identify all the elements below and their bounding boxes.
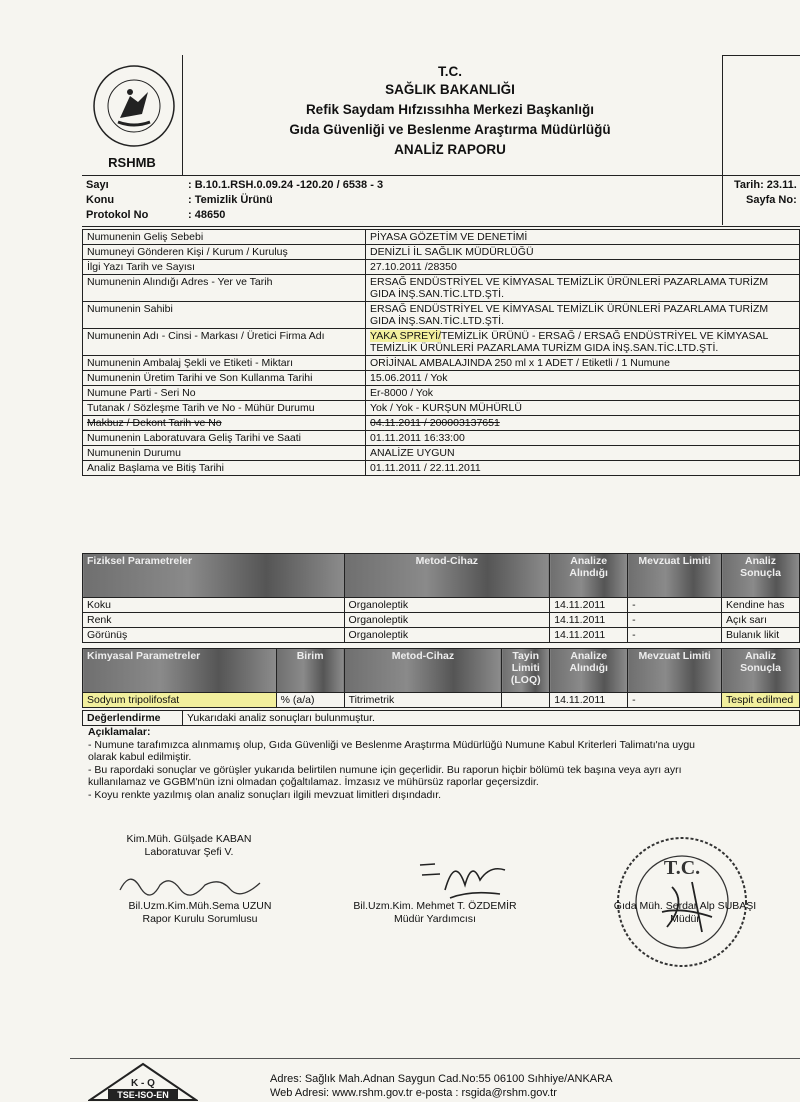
signature-lab-chief: [104, 833, 274, 859]
info-label: Numunenin Durumu: [83, 446, 366, 461]
info-row: [83, 260, 800, 275]
physical-cell: Organoleptik: [344, 628, 550, 643]
info-value: [366, 386, 800, 401]
signature-title: Rapor Kurulu Sorumlusu: [142, 913, 258, 925]
physical-cell: Açık sarı: [722, 613, 800, 628]
signature-name: Gıda Müh. Serdar Alp SUBAŞI: [613, 900, 757, 912]
physical-cell: Bulanık likit: [722, 628, 800, 643]
footer-address: Adres: Sağlık Mah.Adnan Saygun Cad.No:55 06100 Sıhhiye/ANKARA: [270, 1073, 613, 1085]
sayfa-value: Sayfa No:: [746, 194, 797, 206]
info-value: [366, 302, 800, 329]
notes-line: - Numune tarafımızca alınmamış olup, Gıda Güvenliği ve Beslenme Araştırma Müdürlüğü Numune Kabul Kriterleri Talimatı'na uygu: [88, 738, 696, 751]
physical-cell: Renk: [83, 613, 345, 628]
title-directorate: Gıda Güvenliği ve Beslenme Araştırma Müdürlüğü: [289, 122, 611, 137]
info-row: [83, 431, 800, 446]
info-value: [366, 401, 800, 416]
konu-label: Konu: [86, 194, 115, 206]
chemical-header-limit: Mevzuat Limiti: [628, 649, 722, 693]
sayi-value: : B.10.1.RSH.0.09.24 -120.20 / 6538 - 3: [188, 179, 384, 191]
info-value-text: 01.11.2011 / 22.11.2011: [370, 462, 481, 474]
footer-text: [270, 1072, 612, 1100]
info-label: Numunenin Geliş Sebebi: [83, 230, 366, 245]
info-value-text: ERSAĞ ENDÜSTRİYEL VE KİMYASAL TEMİZLİK ÜRÜNLERİ PAZARLAMA TURİZM GIDA İNŞ.SAN.TİC.LTD.ŞTİ.: [370, 276, 769, 300]
info-value-text: 04.11.2011 / 200003137651: [370, 417, 500, 429]
info-value-text: 01.11.2011 16:33:00: [370, 432, 465, 444]
info-row: [83, 275, 800, 302]
tarih-value: Tarih: 23.11.: [734, 179, 797, 191]
info-value-text: ANALİZE UYGUN: [370, 447, 455, 459]
info-label: Numunenin Adı - Cinsi - Markası / Üretici Firma Adı: [83, 329, 366, 356]
notes-section: [88, 726, 800, 801]
physical-cell: Organoleptik: [344, 598, 550, 613]
tse-certificate-logo: [88, 1062, 198, 1102]
info-value: [366, 230, 800, 245]
info-value-text: DENİZLİ İL SAĞLIK MÜDÜRLÜĞÜ: [370, 246, 534, 258]
info-value: [366, 371, 800, 386]
info-label: Tutanak / Sözleşme Tarih ve No - Mühür Durumu: [83, 401, 366, 416]
info-row: [83, 461, 800, 476]
signature-report-officer: [100, 900, 300, 926]
physical-row: [83, 598, 800, 613]
cert-top-text: K - Q: [131, 1078, 155, 1089]
physical-cell: Görünüş: [83, 628, 345, 643]
chemical-cell: Sodyum tripolifosfat: [83, 693, 277, 708]
info-row: [83, 302, 800, 329]
chemical-cell: [502, 693, 550, 708]
info-value-text: PİYASA GÖZETİM VE DENETİMİ: [370, 231, 528, 243]
sample-info-table: [82, 229, 800, 476]
chemical-header-unit: Birim: [276, 649, 344, 693]
info-label: Numunenin Ambalaj Şekli ve Etiketi - Miktarı: [83, 356, 366, 371]
info-value-text: ERSAĞ ENDÜSTRİYEL VE KİMYASAL TEMİZLİK ÜRÜNLERİ PAZARLAMA TURİZM GIDA İNŞ.SAN.TİC.LTD.ŞTİ.: [370, 303, 769, 327]
info-value: [366, 431, 800, 446]
chemical-header-date: Analize Alındığı: [550, 649, 628, 693]
info-label: Numunenin Laboratuvara Geliş Tarihi ve Saati: [83, 431, 366, 446]
chemical-cell: -: [628, 693, 722, 708]
notes-title: Açıklamalar:: [88, 726, 151, 738]
rshm-logo: [90, 62, 178, 150]
info-value-text: ORİJİNAL AMBALAJINDA 250 ml x 1 ADET / Etiketli / 1 Numune: [370, 357, 670, 369]
logo-caption: RSHMB: [108, 155, 156, 170]
title-presidency: Refik Saydam Hıfzıssıhha Merkezi Başkanlığı: [305, 102, 595, 117]
evaluation-table: [82, 710, 800, 726]
physical-header-limit: Mevzuat Limiti: [628, 554, 722, 598]
notes-line: - Bu rapordaki sonuçlar ve görüşler yukarıda belirtilen numune için geçerlidir. Bu raporun hiçbir bölümü tek başına veya ayrı ayrı: [88, 763, 682, 776]
physical-cell: 14.11.2011: [550, 613, 628, 628]
physical-cell: Organoleptik: [344, 613, 550, 628]
info-label: Numunenin Sahibi: [83, 302, 366, 329]
chemical-cell: Tespit edilmed: [722, 693, 800, 708]
physical-header-result: Analiz Sonuçla: [722, 554, 800, 598]
info-label: Numune Parti - Seri No: [83, 386, 366, 401]
signature-director: [585, 900, 785, 926]
info-value: [366, 446, 800, 461]
sayi-label: Sayı: [86, 179, 109, 191]
physical-header-param: Fiziksel Parametreler: [83, 554, 345, 598]
info-label: Numunenin Alındığı Adres - Yer ve Tarih: [83, 275, 366, 302]
cert-bottom-text: TSE-ISO-EN: [117, 1090, 169, 1100]
info-label: Analiz Başlama ve Bitiş Tarihi: [83, 461, 366, 476]
meta-divider: [722, 175, 723, 225]
physical-parameters-table: [82, 553, 800, 643]
physical-row: [83, 628, 800, 643]
physical-row: [83, 613, 800, 628]
physical-cell: Koku: [83, 598, 345, 613]
info-row: [83, 329, 800, 356]
info-label: Makbuz / Dekont Tarih ve No: [83, 416, 366, 431]
info-value: [366, 461, 800, 476]
chemical-cell: % (a/a): [276, 693, 344, 708]
signature-name: Bil.Uzm.Kim. Mehmet T. ÖZDEMİR: [353, 900, 517, 912]
evaluation-value: Yukarıdaki analiz sonuçları bulunmuştur.: [183, 711, 800, 726]
chemical-row: [83, 693, 800, 708]
notes-line: - Koyu renkte yazılmış olan analiz sonuçları ilgili mevzuat limitleri dışındadır.: [88, 788, 442, 801]
signature-name: Bil.Uzm.Kim.Müh.Sema UZUN: [128, 900, 272, 912]
physical-cell: 14.11.2011: [550, 628, 628, 643]
info-row: [83, 230, 800, 245]
info-value-text: Yok / Yok - KURŞUN MÜHÜRLÜ: [370, 402, 522, 414]
notes-line: olarak kabul edilmiştir.: [88, 751, 192, 763]
info-value: [366, 356, 800, 371]
physical-header-method: Metod-Cihaz: [344, 554, 550, 598]
info-row: [83, 416, 800, 431]
title-ministry: SAĞLIK BAKANLIĞI: [385, 82, 515, 97]
chemical-parameters-table: [82, 648, 800, 708]
physical-cell: 14.11.2011: [550, 598, 628, 613]
info-value: [366, 245, 800, 260]
info-row: [83, 356, 800, 371]
signature-deputy-director: [330, 900, 540, 926]
konu-value: : Temizlik Ürünü: [188, 194, 273, 206]
chemical-header-row: [83, 649, 800, 693]
info-row: [83, 245, 800, 260]
footer-divider: [70, 1058, 800, 1059]
chemical-header-result: Analiz Sonuçla: [722, 649, 800, 693]
chemical-header-loq: Tayin Limiti (LOQ): [502, 649, 550, 693]
signature-name: Kim.Müh. Gülşade KABAN: [126, 833, 252, 845]
physical-cell: -: [628, 613, 722, 628]
header-right-box: [722, 55, 800, 176]
info-value-text: 27.10.2011 /28350: [370, 261, 457, 273]
chemical-cell: 14.11.2011: [550, 693, 628, 708]
highlighted-product-name: YAKA SPREYİ/: [370, 330, 442, 342]
info-value: [366, 329, 800, 356]
title-tc: T.C.: [437, 64, 462, 79]
physical-cell: -: [628, 598, 722, 613]
info-row: [83, 401, 800, 416]
physical-header-date: Analize Alındığı: [550, 554, 628, 598]
chemical-header-param: Kimyasal Parametreler: [83, 649, 277, 693]
chemical-header-method: Metod-Cihaz: [344, 649, 502, 693]
footer-web: Web Adresi: www.rshm.gov.tr e-posta : rsgida@rshm.gov.tr: [270, 1087, 557, 1099]
chemical-cell: Titrimetrik: [344, 693, 502, 708]
info-row: [83, 386, 800, 401]
info-label: Numuneyi Gönderen Kişi / Kurum / Kuruluş: [83, 245, 366, 260]
handwritten-signature: [110, 865, 270, 905]
protokol-value: : 48650: [188, 209, 226, 221]
signature-title: Laboratuvar Şefi V.: [144, 846, 234, 858]
info-value: [366, 260, 800, 275]
handwritten-signature: [410, 850, 520, 905]
svg-text:T.C.: T.C.: [663, 857, 701, 879]
physical-header-row: [83, 554, 800, 598]
notes-line: kullanılamaz ve GGBM'nün izni olmadan çoğaltılamaz. İmzasız ve mühürsüz raporlar geçersizdir.: [88, 776, 539, 788]
info-row: [83, 446, 800, 461]
signature-title: Müdür Yardımcısı: [394, 913, 476, 925]
signature-title: Müdür: [670, 913, 700, 925]
physical-cell: -: [628, 628, 722, 643]
protokol-label: Protokol No: [86, 209, 149, 221]
info-value-text: Er-8000 / Yok: [370, 387, 434, 399]
info-row: [83, 371, 800, 386]
info-value: [366, 275, 800, 302]
info-value: [366, 416, 800, 431]
info-label: İlgi Yazı Tarih ve Sayısı: [83, 260, 366, 275]
info-label: Numunenin Üretim Tarihi ve Son Kullanma Tarihi: [83, 371, 366, 386]
info-value-text: 15.06.2011 / Yok: [370, 372, 448, 384]
info-value-text: TEMİZLİK ÜRÜNÜ - ERSAĞ / ERSAĞ ENDÜSTRİYEL VE KİMYASAL TEMİZLİK ÜRÜNLERİ PAZARLAMA TURİZM GIDA İNŞ.SAN.TİC.LTD.ŞTİ.: [370, 330, 768, 354]
physical-cell: Kendine has: [722, 598, 800, 613]
evaluation-label: Değerlendirme: [83, 711, 183, 726]
title-report: ANALİZ RAPORU: [394, 142, 506, 157]
